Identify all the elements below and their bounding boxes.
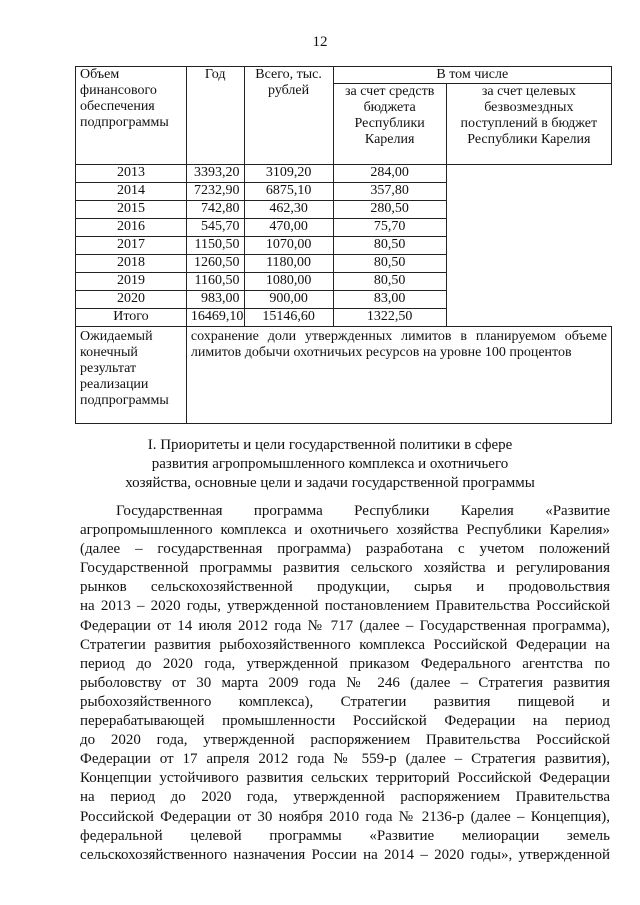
grants-cell: 280,50: [333, 201, 446, 219]
grants-cell: 80,50: [333, 273, 446, 291]
table-row: [76, 201, 612, 219]
expected-result-text: сохранение доли утвержденных лимитов в планируемом объеме лимитов добычи охотничьих ресурсов на уровне 100 процентов: [186, 327, 611, 424]
grants-cell: 83,00: [333, 291, 446, 309]
table-row: [76, 273, 612, 291]
section-heading: [100, 436, 560, 493]
paragraph-line: Российской Федерации от 30 ноября 2010 года № 2136-р (далее – Концепция),: [80, 808, 610, 825]
total-cell: 545,70: [186, 219, 244, 237]
grants-cell: 80,50: [333, 237, 446, 255]
grants-cell: 80,50: [333, 255, 446, 273]
table-row: [76, 255, 612, 273]
total-header-cell: Всего, тыс. рублей: [244, 67, 333, 165]
total-cell: 1160,50: [186, 273, 244, 291]
table-row: [76, 165, 612, 183]
table-row: [76, 237, 612, 255]
grants-cell: 75,70: [333, 219, 446, 237]
table-row: [76, 309, 612, 327]
paragraph-line: агропромышленного комплекса и охотничьего хозяйства Республики Карелия»: [80, 522, 610, 539]
table-row: [76, 183, 612, 201]
paragraph-line: рыболовству от 30 марта 2009 года № 246 (далее – Стратегия развития: [80, 674, 610, 691]
year-header-cell: Год: [186, 67, 244, 165]
paragraph-line: Федерации от 14 июля 2012 года № 717 (далее – Государственная программа),: [80, 617, 610, 634]
year-cell: 2017: [76, 237, 187, 255]
table-row: [76, 291, 612, 309]
year-cell: 2020: [76, 291, 187, 309]
budget-cell: 6875,10: [244, 183, 333, 201]
budget-cell: 1080,00: [244, 273, 333, 291]
total-cell: 742,80: [186, 201, 244, 219]
paragraph-line: Федерации от 17 апреля 2012 года № 559-р (далее – Стратегия развития),: [80, 751, 610, 768]
paragraph-line: перерабатывающей промышленности Российской Федерации на период: [80, 713, 610, 730]
grants-cell: 1322,50: [333, 309, 446, 327]
paragraph-line: сельскохозяйственного назначения России на 2014 – 2020 годы», утвержденной: [80, 846, 610, 863]
financing-table: [75, 66, 612, 424]
section-paragraph: [80, 502, 610, 865]
table-row: [76, 219, 612, 237]
paragraph-line: до 2020 года, утвержденной распоряжением Правительства Российской: [80, 732, 610, 749]
budget-cell: 1070,00: [244, 237, 333, 255]
paragraph-line: Стратегии развития рыбохозяйственного комплекса Российской Федерации на: [80, 636, 610, 653]
year-cell: Итого: [76, 309, 187, 327]
including-header-cell: В том числе: [333, 67, 611, 84]
paragraph-line: на 2013 – 2020 годы, утвержденной постановлением Правительства Российской: [80, 598, 610, 615]
budget-cell: 1180,00: [244, 255, 333, 273]
year-cell: 2013: [76, 165, 187, 183]
page-number: 12: [312, 34, 328, 50]
budget-cell: 470,00: [244, 219, 333, 237]
budget-header-cell: за счет средств бюджета Республики Карелия: [333, 84, 446, 165]
budget-cell: 3109,20: [244, 165, 333, 183]
table-header-row: [76, 67, 612, 84]
paragraph-line: период до 2020 года, утвержденной приказом Федерального агентства по: [80, 655, 610, 672]
paragraph-line: Государственная программа Республики Карелия «Развитие: [116, 503, 610, 519]
year-cell: 2014: [76, 183, 187, 201]
grants-cell: 357,80: [333, 183, 446, 201]
grants-header-cell: за счет целевых безвозмездных поступлений в бюджет Республики Карелия: [446, 84, 611, 165]
heading-line: хозяйства, основные цели и задачи государственной программы: [125, 475, 535, 491]
heading-line: I. Приоритеты и цели государственной политики в сфере: [147, 437, 513, 453]
total-cell: 16469,10: [186, 309, 244, 327]
year-cell: 2016: [76, 219, 187, 237]
total-cell: 983,00: [186, 291, 244, 309]
expected-result-label: Ожидаемый конечный результат реализации подпрограммы: [76, 327, 187, 424]
grants-cell: 284,00: [333, 165, 446, 183]
total-cell: 7232,90: [186, 183, 244, 201]
year-cell: 2015: [76, 201, 187, 219]
paragraph-line: рыбохозяйственного комплекса), Стратегии развития пищевой и: [80, 693, 610, 710]
total-cell: 1150,50: [186, 237, 244, 255]
total-cell: 3393,20: [186, 165, 244, 183]
total-cell: 1260,50: [186, 255, 244, 273]
paragraph-line: Государственной программы развития сельского хозяйства и регулирования: [80, 560, 610, 577]
paragraph-line: на период до 2020 года, утвержденной распоряжением Правительства: [80, 789, 610, 806]
budget-cell: 462,30: [244, 201, 333, 219]
year-cell: 2019: [76, 273, 187, 291]
budget-cell: 15146,60: [244, 309, 333, 327]
paragraph-line: Концепции устойчивого развития сельских территорий Российской Федерации: [80, 770, 610, 787]
row-header-cell: Объем финансового обеспечения подпрограммы: [76, 67, 187, 165]
expected-result-row: [76, 327, 612, 424]
paragraph-line: федеральной целевой программы «Развитие мелиорации земель: [80, 827, 610, 844]
heading-line: развития агропромышленного комплекса и охотничьего: [151, 456, 509, 472]
year-cell: 2018: [76, 255, 187, 273]
budget-cell: 900,00: [244, 291, 333, 309]
paragraph-line: (далее – государственная программа) разработана с учетом положений: [80, 541, 610, 558]
paragraph-line: рынков сельскохозяйственной продукции, сырья и продовольствия: [80, 579, 610, 596]
